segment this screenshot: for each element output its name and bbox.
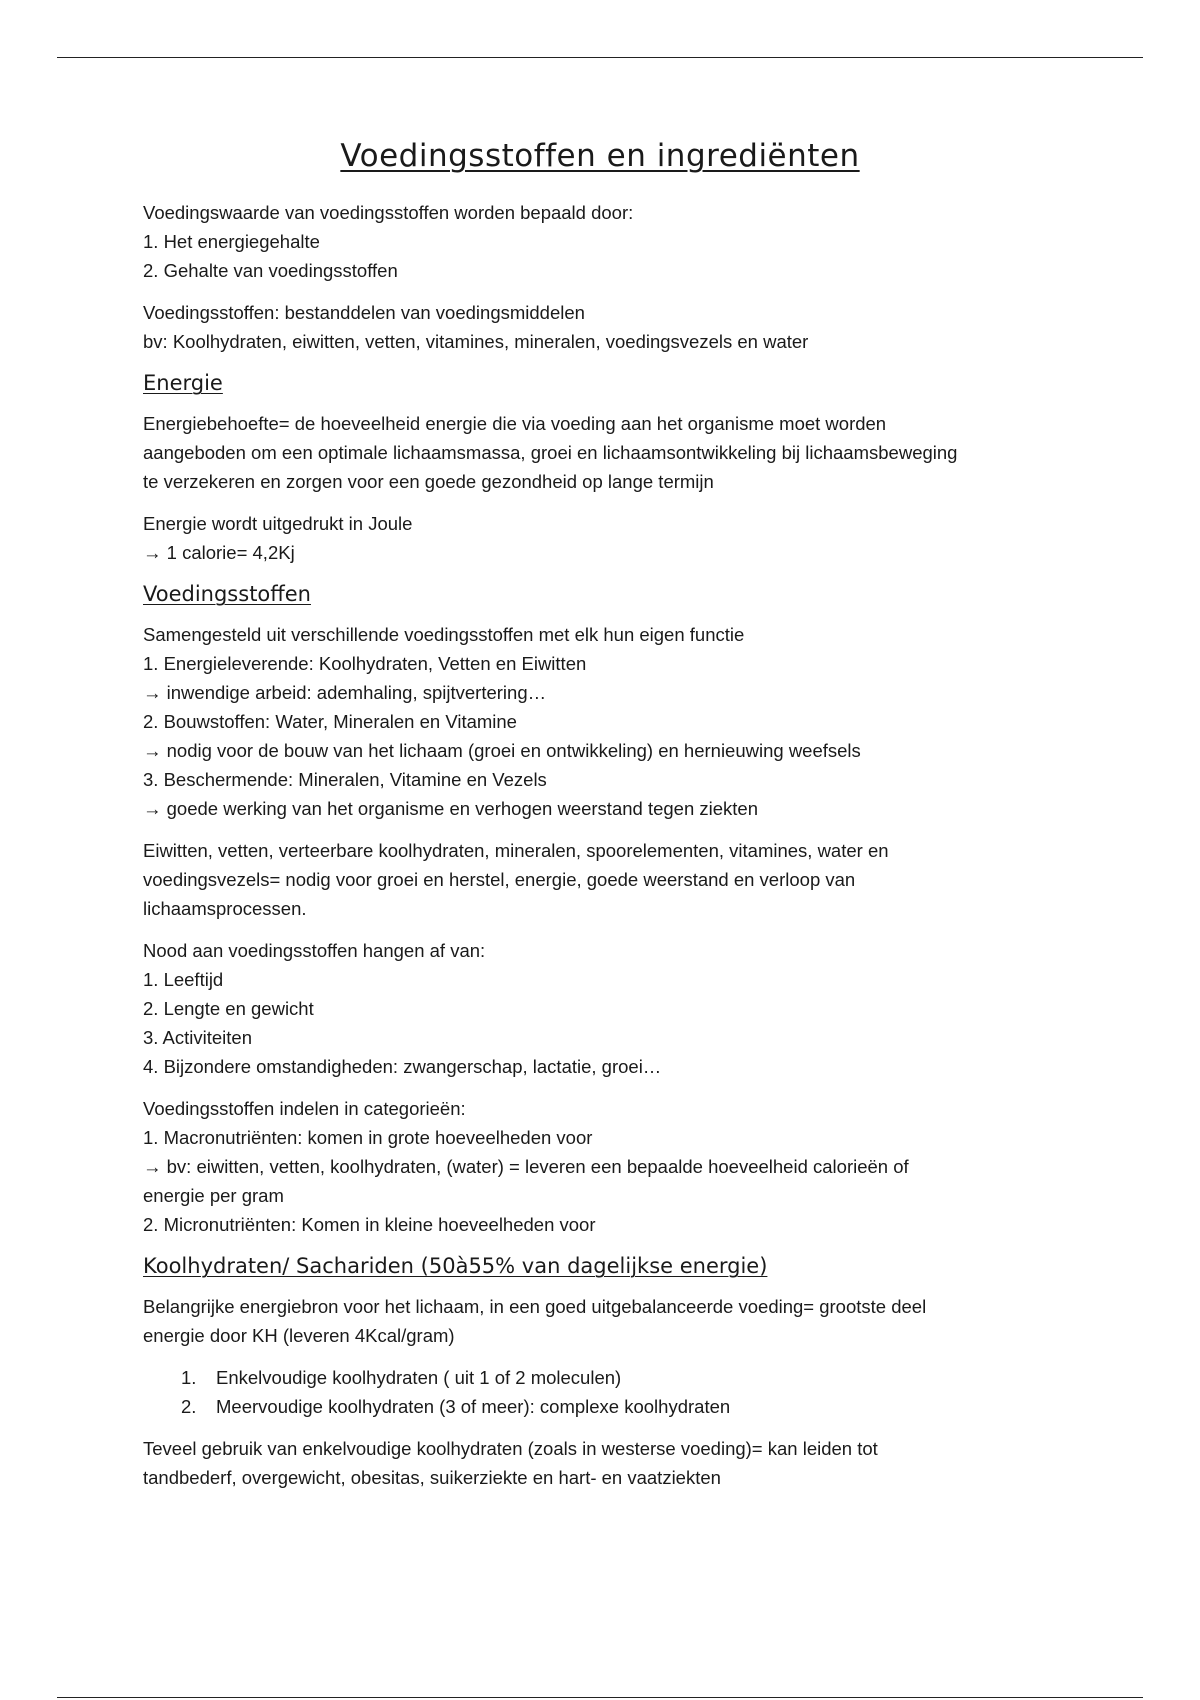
energiebron-paragraph <box>143 1292 1063 1350</box>
text-line: voedingsvezels= nodig voor groei en herstel, energie, goede weerstand en verloop van <box>143 869 856 890</box>
text-line: 2. Gehalte van voedingsstoffen <box>143 260 398 281</box>
text-line: 1. Macronutriënten: komen in grote hoeveelheden voor <box>143 1127 593 1148</box>
text-line: 1. Energieleverende: Koolhydraten, Vetten en Eiwitten <box>143 653 587 674</box>
joule-paragraph <box>143 509 1063 567</box>
text-line: Voedingswaarde van voedingsstoffen worden bepaald door: <box>143 202 634 223</box>
intro-paragraph <box>143 198 1063 285</box>
page-bottom-rule <box>57 1697 1143 1698</box>
text-line: lichaamsprocessen. <box>143 898 307 919</box>
text-line: → nodig voor de bouw van het lichaam (groei en ontwikkeling) en hernieuwing weefsels <box>143 740 861 761</box>
text-line: → inwendige arbeid: ademhaling, spijtvertering… <box>143 682 547 703</box>
text-line: 1. Het energiegehalte <box>143 231 320 252</box>
teveel-paragraph <box>143 1434 1063 1492</box>
text-line: Samengesteld uit verschillende voedingsstoffen met elk hun eigen functie <box>143 624 745 645</box>
text-line: Energiebehoefte= de hoeveelheid energie die via voeding aan het organisme moet worden <box>143 413 887 434</box>
section-heading-koolhydraten: Koolhydraten/ Sachariden (50à55% van dagelijkse energie) <box>143 1254 768 1278</box>
text-line: Eiwitten, vetten, verteerbare koolhydraten, mineralen, spoorelementen, vitamines, water en <box>143 840 889 861</box>
text-line: te verzekeren en zorgen voor een goede gezondheid op lange termijn <box>143 471 714 492</box>
text-line: Belangrijke energiebron voor het lichaam, in een goed uitgebalanceerde voeding= grootste deel <box>143 1296 927 1317</box>
text-line: tandbederf, overgewicht, obesitas, suikerziekte en hart- en vaatziekten <box>143 1467 721 1488</box>
text-line: → bv: eiwitten, vetten, koolhydraten, (water) = leveren een bepaalde hoeveelheid calorieën of <box>143 1156 909 1177</box>
text-line: 2. Bouwstoffen: Water, Mineralen en Vitamine <box>143 711 517 732</box>
text-line: 4. Bijzondere omstandigheden: zwangerschap, lactatie, groei… <box>143 1056 662 1077</box>
list-item <box>143 1363 1063 1392</box>
text-line: Teveel gebruik van enkelvoudige koolhydraten (zoals in westerse voeding)= kan leiden tot <box>143 1438 878 1459</box>
document-body <box>143 198 1063 1505</box>
koolhydraten-list <box>143 1363 1063 1421</box>
text-line: → goede werking van het organisme en verhogen weerstand tegen ziekten <box>143 798 758 819</box>
needs-paragraph <box>143 936 1063 1081</box>
text-line: → 1 calorie= 4,2Kj <box>143 542 295 563</box>
text-line: Voedingsstoffen indelen in categorieën: <box>143 1098 466 1119</box>
text-line: 3. Beschermende: Mineralen, Vitamine en Vezels <box>143 769 547 790</box>
page-top-rule <box>57 57 1143 58</box>
text-line: energie per gram <box>143 1185 284 1206</box>
categories-paragraph <box>143 1094 1063 1239</box>
section-heading-energie: Energie <box>143 371 223 395</box>
text-line: Energie wordt uitgedrukt in Joule <box>143 513 413 534</box>
page-title: Voedingsstoffen en ingrediënten <box>340 138 860 174</box>
text-line: 1. Leeftijd <box>143 969 224 990</box>
text-line: 2. Micronutriënten: Komen in kleine hoeveelheden voor <box>143 1214 596 1235</box>
list-text: Enkelvoudige koolhydraten ( uit 1 of 2 moleculen) <box>216 1367 622 1388</box>
functions-paragraph <box>143 620 1063 823</box>
text-line: bv: Koolhydraten, eiwitten, vetten, vitamines, mineralen, voedingsvezels en water <box>143 331 809 352</box>
text-line: 2. Lengte en gewicht <box>143 998 314 1019</box>
text-line: Voedingsstoffen: bestanddelen van voedingsmiddelen <box>143 302 585 323</box>
text-line: Nood aan voedingsstoffen hangen af van: <box>143 940 486 961</box>
definition-paragraph <box>143 298 1063 356</box>
list-number: 1. <box>181 1367 197 1388</box>
list-text: Meervoudige koolhydraten (3 of meer): complexe koolhydraten <box>216 1396 731 1417</box>
text-line: aangeboden om een optimale lichaamsmassa, groei en lichaamsontwikkeling bij lichaamsbeweging <box>143 442 958 463</box>
list-item <box>143 1392 1063 1421</box>
text-line: energie door KH (leveren 4Kcal/gram) <box>143 1325 455 1346</box>
list-number: 2. <box>181 1396 197 1417</box>
text-line: 3. Activiteiten <box>143 1027 253 1048</box>
summary-paragraph <box>143 836 1063 923</box>
energiebehoefte-paragraph <box>143 409 1063 496</box>
section-heading-voedingsstoffen: Voedingsstoffen <box>143 582 311 606</box>
